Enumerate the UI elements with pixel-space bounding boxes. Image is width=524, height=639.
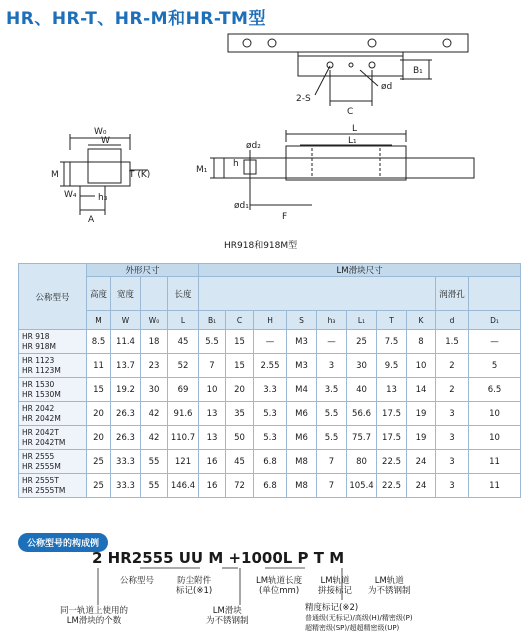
- model-name: HR 2042TM: [22, 437, 66, 447]
- value-cell: 20: [226, 378, 254, 402]
- value-cell: 5.5: [199, 330, 226, 354]
- value-cell: 11.4: [111, 330, 141, 354]
- label-phi-d2: ød₂: [246, 141, 261, 151]
- value-cell: 2.55: [254, 354, 287, 378]
- value-cell: 6.8: [254, 450, 287, 474]
- sym-13: D₁: [469, 311, 521, 330]
- page-title: HR、HR-T、HR-M和HR-TM型: [6, 9, 266, 29]
- value-cell: 11: [469, 474, 521, 498]
- value-cell: 9.5: [377, 354, 407, 378]
- value-cell: 14: [407, 378, 436, 402]
- label-w4: W₄: [64, 190, 77, 200]
- value-cell: 3.3: [254, 378, 287, 402]
- model-name: HR 2042T: [22, 427, 59, 437]
- value-cell: 26.3: [111, 426, 141, 450]
- value-cell: 25: [347, 330, 377, 354]
- group-outer: 外形尺寸: [87, 264, 199, 277]
- code-label-length: LM轨道长度 (单位mm): [256, 576, 303, 596]
- label-h: h: [233, 159, 239, 169]
- value-cell: 8.5: [87, 330, 111, 354]
- label-w: W: [101, 136, 110, 146]
- value-cell: 22.5: [377, 474, 407, 498]
- sym-5: C: [226, 311, 254, 330]
- value-cell: 2: [436, 378, 469, 402]
- model-name: HR 918: [22, 331, 50, 341]
- value-cell: 6.8: [254, 474, 287, 498]
- value-cell: 7: [317, 450, 347, 474]
- value-cell: 13: [199, 426, 226, 450]
- label-h3: h₃: [98, 193, 108, 203]
- value-cell: 6.5: [469, 378, 521, 402]
- model-name: HR 2042M: [22, 413, 61, 423]
- value-cell: 25: [87, 474, 111, 498]
- model-name: HR 2042: [22, 403, 55, 413]
- model-header: 公称型号: [19, 264, 87, 330]
- value-cell: 1.5: [436, 330, 469, 354]
- sym-7: S: [287, 311, 317, 330]
- label-w0: W₀: [94, 127, 107, 137]
- label-phi-d: ød: [381, 82, 393, 92]
- sub-height: 高度: [87, 277, 111, 311]
- value-cell: 13: [377, 378, 407, 402]
- value-cell: 19: [407, 426, 436, 450]
- label-f: F: [282, 212, 288, 222]
- value-cell: 75.7: [347, 426, 377, 450]
- value-cell: 18: [141, 330, 168, 354]
- value-cell: 3: [436, 426, 469, 450]
- value-cell: M6: [287, 426, 317, 450]
- model-name: HR 2555M: [22, 461, 61, 471]
- value-cell: 20: [87, 426, 111, 450]
- value-cell: 30: [141, 378, 168, 402]
- model-name: HR 2555TM: [22, 485, 66, 495]
- label-m: M: [51, 170, 59, 180]
- label-a: A: [88, 215, 95, 225]
- value-cell: 13.7: [111, 354, 141, 378]
- code-example: 2 HR2555 UU M +1000L P T M: [92, 549, 345, 567]
- value-cell: 22.5: [377, 450, 407, 474]
- value-cell: 19.2: [111, 378, 141, 402]
- model-name: HR 1123M: [22, 365, 61, 375]
- value-cell: M4: [287, 378, 317, 402]
- drawing-caption: HR918和918M型: [224, 241, 298, 251]
- value-cell: 15: [226, 330, 254, 354]
- value-cell: 7: [199, 354, 226, 378]
- label-c: C: [347, 107, 354, 117]
- value-cell: 33.3: [111, 474, 141, 498]
- code-label-qty: 同一轨道上使用的 LM滑块的个数: [60, 606, 129, 626]
- value-cell: 7: [317, 474, 347, 498]
- value-cell: 121: [168, 450, 199, 474]
- model-cell: [19, 426, 87, 450]
- table-row: [19, 450, 521, 474]
- label-2s: 2-S: [296, 94, 311, 104]
- value-cell: 3: [436, 474, 469, 498]
- value-cell: 10: [469, 402, 521, 426]
- code-label-rail-ss: LM轨道 为不锈钢制: [368, 576, 411, 596]
- value-cell: 11: [87, 354, 111, 378]
- value-cell: 13: [199, 402, 226, 426]
- group-block: LM滑块尺寸: [199, 264, 521, 277]
- value-cell: 42: [141, 426, 168, 450]
- value-cell: 3: [317, 354, 347, 378]
- sym-10: T: [377, 311, 407, 330]
- value-cell: 10: [469, 426, 521, 450]
- value-cell: 80: [347, 450, 377, 474]
- sym-8: h₃: [317, 311, 347, 330]
- table-row: [19, 378, 521, 402]
- value-cell: 45: [226, 450, 254, 474]
- label-m1: M₁: [196, 165, 208, 175]
- value-cell: 69: [168, 378, 199, 402]
- value-cell: 24: [407, 450, 436, 474]
- model-cell: [19, 330, 87, 354]
- value-cell: 25: [87, 450, 111, 474]
- technical-drawing: [0, 0, 524, 250]
- model-cell: [19, 378, 87, 402]
- model-name: HR 2555T: [22, 475, 59, 485]
- value-cell: 33.3: [111, 450, 141, 474]
- value-cell: —: [469, 330, 521, 354]
- value-cell: 11: [469, 450, 521, 474]
- value-cell: 10: [199, 378, 226, 402]
- value-cell: 17.5: [377, 402, 407, 426]
- sym-0: M: [87, 311, 111, 330]
- value-cell: 5.3: [254, 402, 287, 426]
- sym-3: L: [168, 311, 199, 330]
- model-cell: [19, 450, 87, 474]
- value-cell: 5.3: [254, 426, 287, 450]
- model-cell: [19, 402, 87, 426]
- value-cell: 15: [226, 354, 254, 378]
- table-row: [19, 330, 521, 354]
- sym-12: d: [436, 311, 469, 330]
- sym-1: W: [111, 311, 141, 330]
- model-name: HR 1530M: [22, 389, 61, 399]
- model-cell: [19, 354, 87, 378]
- value-cell: 55: [141, 450, 168, 474]
- sym-11: K: [407, 311, 436, 330]
- value-cell: 24: [407, 474, 436, 498]
- value-cell: 2: [436, 354, 469, 378]
- value-cell: M8: [287, 450, 317, 474]
- value-cell: 91.6: [168, 402, 199, 426]
- value-cell: 72: [226, 474, 254, 498]
- value-cell: 105.4: [347, 474, 377, 498]
- value-cell: M3: [287, 330, 317, 354]
- value-cell: 5.5: [317, 426, 347, 450]
- sub-length: 长度: [168, 277, 199, 311]
- label-t-k: T (K): [129, 170, 151, 180]
- value-cell: 19: [407, 402, 436, 426]
- value-cell: M6: [287, 402, 317, 426]
- value-cell: 45: [168, 330, 199, 354]
- sym-2: W₀: [141, 311, 168, 330]
- model-cell: [19, 474, 87, 498]
- value-cell: 40: [347, 378, 377, 402]
- value-cell: M3: [287, 354, 317, 378]
- model-name: HR 1123: [22, 355, 55, 365]
- value-cell: 10: [407, 354, 436, 378]
- value-cell: 52: [168, 354, 199, 378]
- value-cell: —: [317, 330, 347, 354]
- value-cell: —: [254, 330, 287, 354]
- value-cell: 17.5: [377, 426, 407, 450]
- table-row: [19, 402, 521, 426]
- value-cell: 5.5: [317, 402, 347, 426]
- value-cell: 56.6: [347, 402, 377, 426]
- label-b1: B₁: [413, 66, 423, 76]
- value-cell: 146.4: [168, 474, 199, 498]
- value-cell: 8: [407, 330, 436, 354]
- spec-table: [18, 263, 521, 498]
- value-cell: 50: [226, 426, 254, 450]
- value-cell: 23: [141, 354, 168, 378]
- code-label-accuracy: 精度标记(※2) 普通级(无标记)/高级(H)/精密级(P) 超精密级(SP)/超超精密级(UP): [305, 603, 413, 632]
- sym-4: B₁: [199, 311, 226, 330]
- table-row: [19, 354, 521, 378]
- code-heading: 公称型号的构成例: [18, 533, 108, 552]
- model-name: HR 2555: [22, 451, 55, 461]
- value-cell: 16: [199, 450, 226, 474]
- table-row: [19, 474, 521, 498]
- sub-lube: 润滑孔: [436, 277, 469, 311]
- value-cell: 55: [141, 474, 168, 498]
- code-label-rail-join: LM轨道 拼接标记: [318, 576, 353, 596]
- value-cell: 3.5: [317, 378, 347, 402]
- value-cell: 42: [141, 402, 168, 426]
- sym-6: H: [254, 311, 287, 330]
- label-l: L: [352, 124, 358, 134]
- label-l1: L₁: [348, 136, 357, 146]
- value-cell: 35: [226, 402, 254, 426]
- model-name: HR 918M: [22, 341, 57, 351]
- table-row: [19, 426, 521, 450]
- value-cell: 3: [436, 402, 469, 426]
- value-cell: 30: [347, 354, 377, 378]
- value-cell: 3: [436, 450, 469, 474]
- value-cell: 7.5: [377, 330, 407, 354]
- sym-9: L₁: [347, 311, 377, 330]
- value-cell: 110.7: [168, 426, 199, 450]
- value-cell: 15: [87, 378, 111, 402]
- value-cell: 26.3: [111, 402, 141, 426]
- value-cell: 20: [87, 402, 111, 426]
- code-label-seal: 防尘附件 标记(※1): [176, 576, 213, 596]
- code-label-block-ss: LM滑块 为不锈钢制: [206, 606, 249, 626]
- model-name: HR 1530: [22, 379, 55, 389]
- code-label-model: 公称型号: [120, 576, 155, 586]
- value-cell: 16: [199, 474, 226, 498]
- value-cell: M8: [287, 474, 317, 498]
- label-phi-d1: ød₁: [234, 201, 249, 211]
- sub-width: 宽度: [111, 277, 141, 311]
- value-cell: 5: [469, 354, 521, 378]
